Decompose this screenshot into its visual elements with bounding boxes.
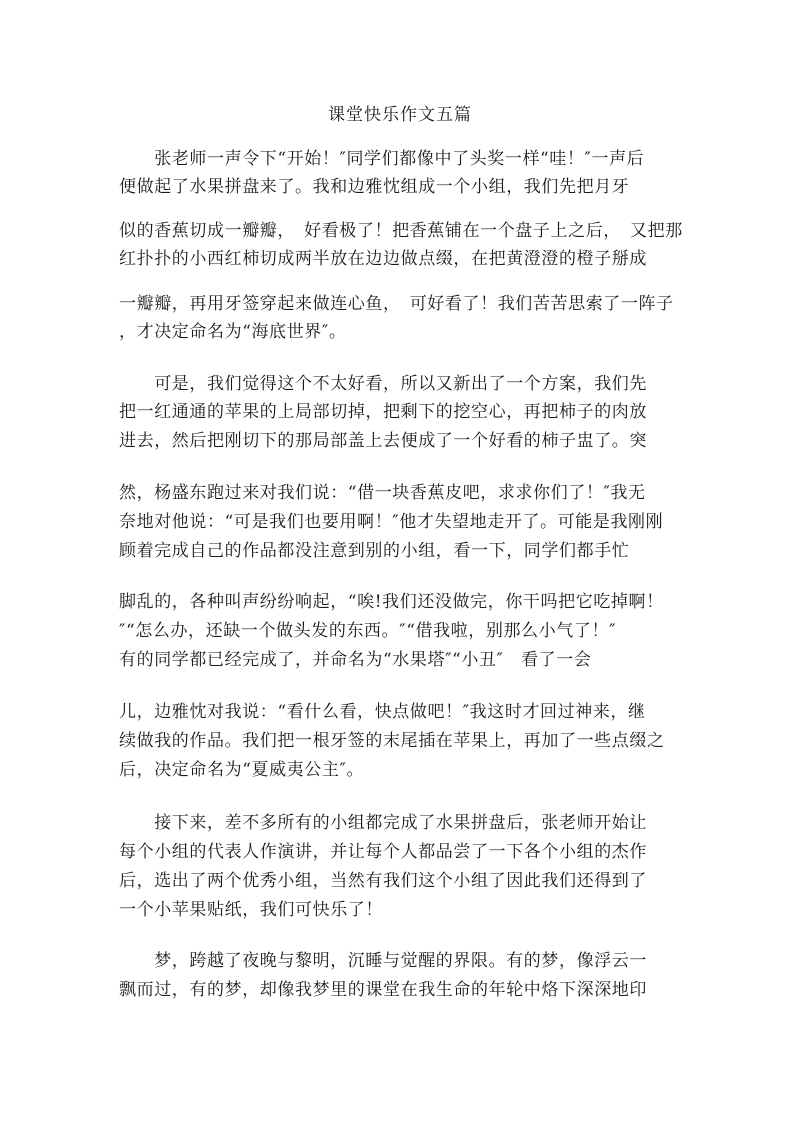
text-line: 便做起了水果拼盘来了。我和边雅忱组成一个小组，我们先把月牙 — [119, 177, 630, 197]
text-line: 顾着完成自己的作品都没注意到别的小组，看一下，同学们都手忙 — [119, 541, 630, 561]
text-line: 进去，然后把刚切下的那局部盖上去便成了一个好看的柿子盅了。突 — [119, 431, 647, 451]
text-line: 儿，边雅忱对我说：“看什么看，快点做吧！″我这时才回过神来，继 — [119, 702, 646, 722]
document-title: 课堂快乐作文五篇 — [328, 105, 472, 125]
text-line: 把一红通通的苹果的上局部切掉，把剩下的挖空心，再把柿子的肉放 — [119, 402, 647, 422]
text-line: 飘而过，有的梦，却像我梦里的课堂在我生命的年轮中烙下深深地印 — [119, 980, 647, 1000]
text-line: 张老师一声令下“开始！″同学们都像中了头奖一样“哇！″一声后 — [119, 149, 645, 169]
text-line: 似的香蕉切成一瓣瓣， 好看极了！把香蕉铺在一个盘子上之后， 又把那 — [119, 221, 683, 241]
text-line: 然，杨盛东跑过来对我们说：“借一块香蕉皮吧，求求你们了！″我无 — [119, 483, 646, 503]
text-line: 接下来，差不多所有的小组都完成了水果拼盘后，张老师开始让 — [119, 813, 647, 833]
text-line: 一瓣瓣，再用牙签穿起来做连心鱼， 可好看了！我们苦苦思索了一阵子 — [119, 294, 674, 314]
text-line: 红扑扑的小西红柿切成两半放在边边做点缀，在把黄澄澄的橙子掰成 — [119, 249, 647, 269]
text-line: 可是，我们觉得这个不太好看，所以又新出了一个方案，我们先 — [119, 374, 647, 394]
text-line: 脚乱的，各种叫声纷纷响起，“唉!我们还没做完，你干吗把它吃掉啊！ — [119, 592, 664, 612]
text-line: 奈地对他说：“可是我们也要用啊！″他才失望地走开了。可能是我刚刚 — [119, 512, 664, 532]
text-line: 续做我的作品。我们把一根牙签的末尾插在苹果上，再加了一些点缀之 — [119, 731, 665, 751]
text-line: 梦，跨越了夜晚与黎明，沉睡与觉醒的界限。有的梦，像浮云一 — [119, 951, 647, 971]
text-line: 后，选出了两个优秀小组，当然有我们这个小组了因此我们还得到了 — [119, 871, 647, 891]
text-line: 每个小组的代表人作演讲，并让每个人都品尝了一下各个小组的杰作 — [119, 842, 647, 862]
text-line: 有的同学都已经完成了，并命名为“水果塔″“小丑″ 看了一会 — [119, 650, 592, 670]
text-line: 一个小苹果贴纸，我们可快乐了！ — [119, 900, 383, 920]
text-line: ″“怎么办，还缺一个做头发的东西。″“借我啦，别那么小气了！″ — [119, 621, 617, 641]
text-line: 后，决定命名为“夏威夷公主″。 — [119, 760, 365, 780]
text-line: ，才决定命名为“海底世界″。 — [119, 322, 347, 342]
